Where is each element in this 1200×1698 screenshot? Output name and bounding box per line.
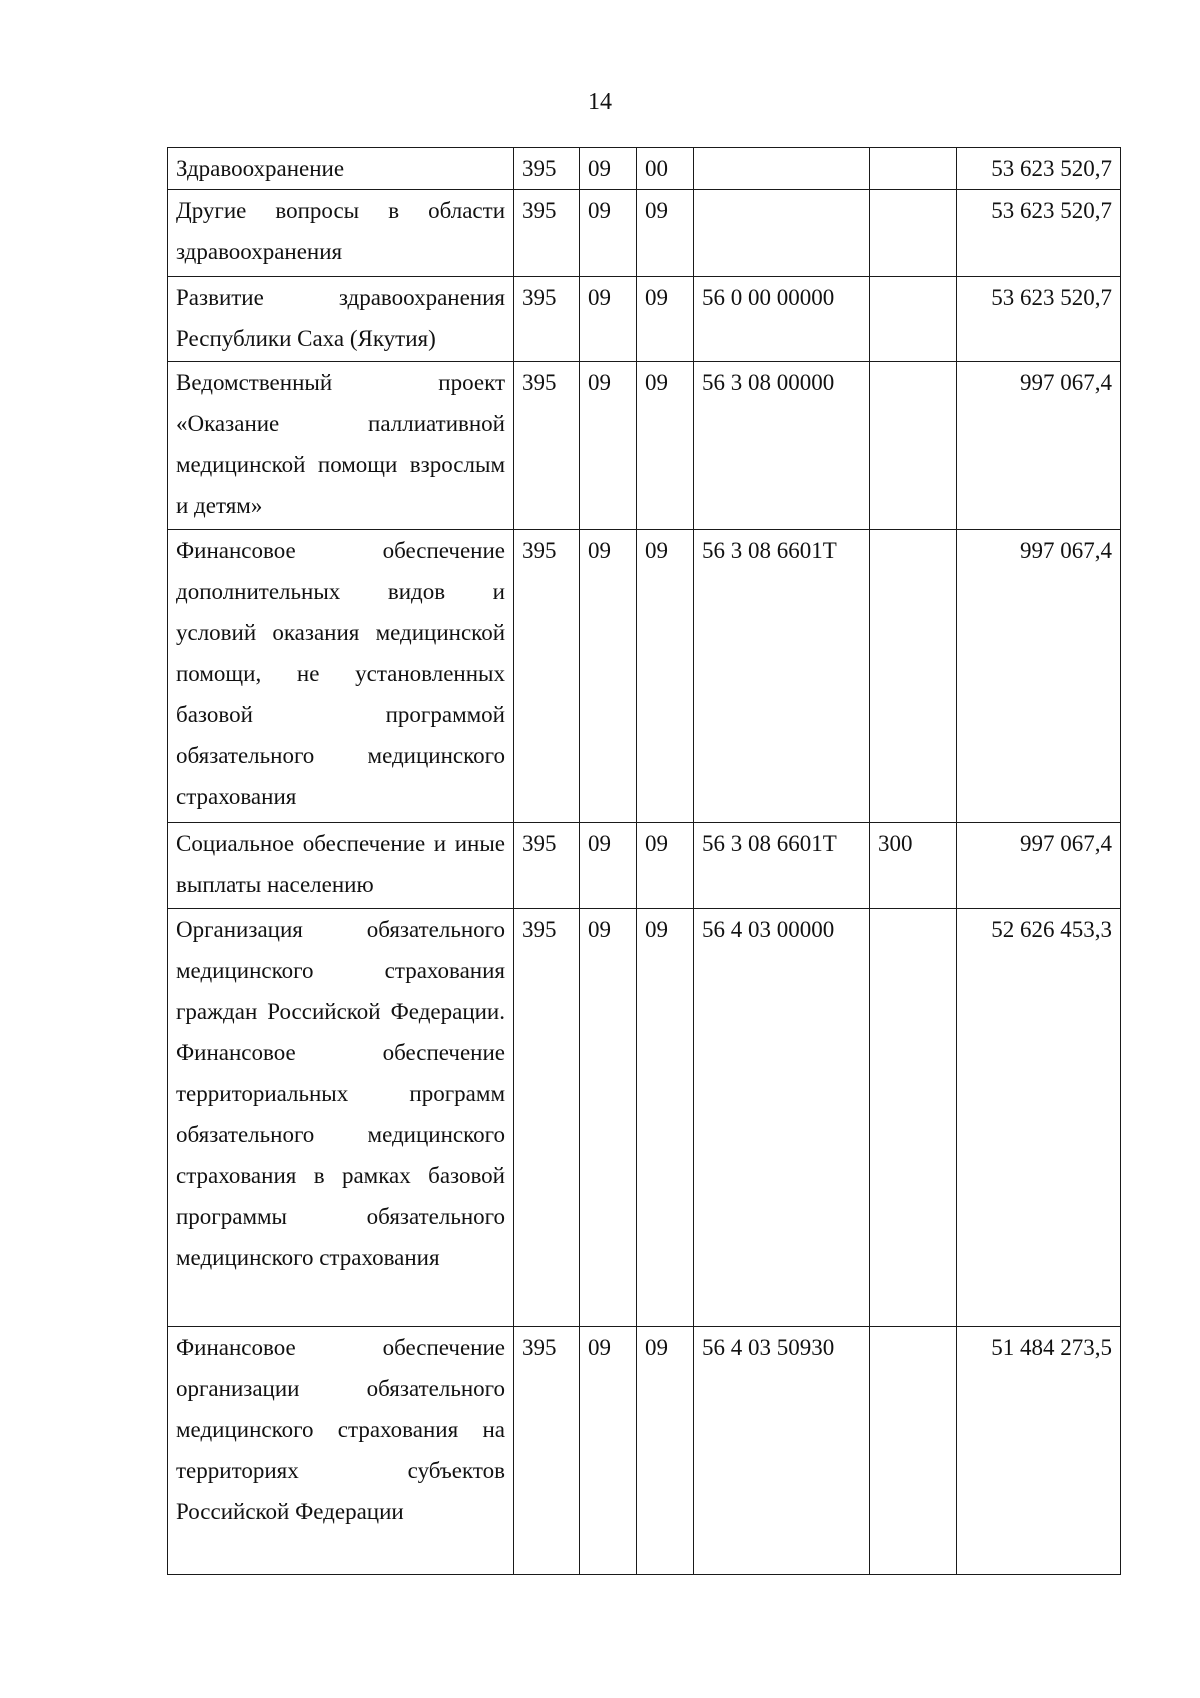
table-row <box>168 1327 1121 1575</box>
table-row <box>168 148 1121 190</box>
row-pr: 09 <box>637 530 694 823</box>
row-vr: 300 <box>870 823 957 909</box>
budget-table <box>167 147 1121 1575</box>
row-rz: 09 <box>580 362 637 530</box>
row-pr: 09 <box>637 823 694 909</box>
row-rz: 09 <box>580 148 637 190</box>
row-vr <box>870 1327 957 1575</box>
row-rz: 09 <box>580 1327 637 1575</box>
row-name: Финансовое обеспечение организации обязательного медицинского страхования на территориях субъектов Российской Федерации <box>168 1327 514 1575</box>
row-gr: 395 <box>514 530 580 823</box>
row-amount: 53 623 520,7 <box>957 190 1121 277</box>
row-amount: 53 623 520,7 <box>957 277 1121 362</box>
row-pr: 09 <box>637 362 694 530</box>
row-amount: 53 623 520,7 <box>957 148 1121 190</box>
table-row <box>168 190 1121 277</box>
row-rz: 09 <box>580 530 637 823</box>
row-amount: 997 067,4 <box>957 823 1121 909</box>
row-gr: 395 <box>514 362 580 530</box>
row-pr: 09 <box>637 190 694 277</box>
row-vr <box>870 530 957 823</box>
table-row <box>168 909 1121 1327</box>
row-csr <box>694 148 870 190</box>
row-csr: 56 4 03 50930 <box>694 1327 870 1575</box>
row-rz: 09 <box>580 277 637 362</box>
row-amount: 52 626 453,3 <box>957 909 1121 1327</box>
row-vr <box>870 277 957 362</box>
row-vr <box>870 148 957 190</box>
row-name: Ведомственный проект «Оказание паллиативной медицинской помощи взрослым и детям» <box>168 362 514 530</box>
row-name: Организация обязательного медицинского страхования граждан Российской Федерации. Финансовое обеспечение территориальных программ обязательного медицинского страхования в рамках базовой программы обязательного медицинского страхования <box>168 909 514 1327</box>
row-rz: 09 <box>580 909 637 1327</box>
row-gr: 395 <box>514 909 580 1327</box>
row-gr: 395 <box>514 277 580 362</box>
row-vr <box>870 362 957 530</box>
row-vr <box>870 190 957 277</box>
row-amount: 997 067,4 <box>957 530 1121 823</box>
table-row <box>168 823 1121 909</box>
row-rz: 09 <box>580 823 637 909</box>
row-amount: 997 067,4 <box>957 362 1121 530</box>
row-name: Социальное обеспечение и иные выплаты населению <box>168 823 514 909</box>
row-csr: 56 3 08 6601T <box>694 530 870 823</box>
row-pr: 09 <box>637 909 694 1327</box>
table-row <box>168 277 1121 362</box>
row-csr: 56 3 08 6601T <box>694 823 870 909</box>
row-pr: 00 <box>637 148 694 190</box>
table-row <box>168 530 1121 823</box>
row-name: Здравоохранение <box>168 148 514 190</box>
row-pr: 09 <box>637 277 694 362</box>
row-name: Другие вопросы в области здравоохранения <box>168 190 514 277</box>
row-amount: 51 484 273,5 <box>957 1327 1121 1575</box>
row-gr: 395 <box>514 1327 580 1575</box>
row-pr: 09 <box>637 1327 694 1575</box>
page-number: 14 <box>588 89 612 115</box>
row-name: Развитие здравоохранения Республики Саха (Якутия) <box>168 277 514 362</box>
row-vr <box>870 909 957 1327</box>
row-csr <box>694 190 870 277</box>
row-rz: 09 <box>580 190 637 277</box>
row-csr: 56 3 08 00000 <box>694 362 870 530</box>
table-row <box>168 362 1121 530</box>
row-gr: 395 <box>514 190 580 277</box>
row-csr: 56 0 00 00000 <box>694 277 870 362</box>
row-csr: 56 4 03 00000 <box>694 909 870 1327</box>
row-gr: 395 <box>514 823 580 909</box>
row-name: Финансовое обеспечение дополнительных видов и условий оказания медицинской помощи, не установленных базовой программой обязательного медицинского страхования <box>168 530 514 823</box>
row-gr: 395 <box>514 148 580 190</box>
